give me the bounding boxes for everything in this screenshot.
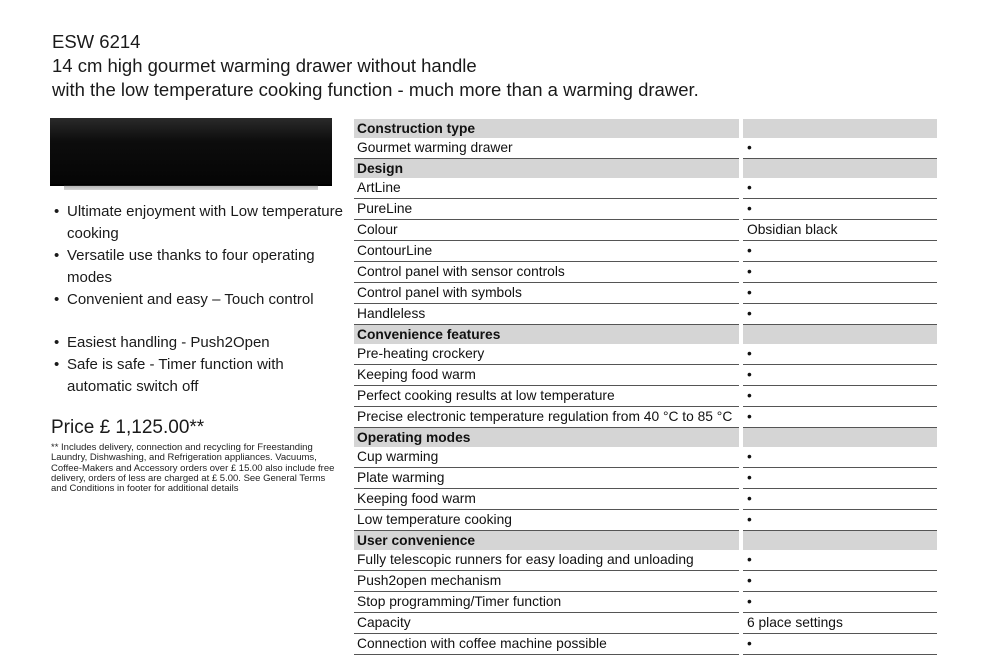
spec-label: Connection with coffee machine possible — [354, 634, 739, 655]
spec-value: • — [743, 386, 937, 407]
spec-value: • — [743, 489, 937, 510]
spec-row — [354, 571, 937, 592]
spec-row — [354, 613, 937, 634]
spec-label: Cup warming — [354, 447, 739, 468]
spec-row — [354, 386, 937, 407]
spec-label: Pre-heating crockery — [354, 344, 739, 365]
spec-value: • — [743, 199, 937, 220]
spec-value: • — [743, 178, 937, 199]
spec-section-label: Operating modes — [354, 428, 739, 447]
price-amount: £ 1,125.00** — [99, 417, 205, 438]
spec-section-label: Construction type — [354, 119, 739, 138]
spec-row — [354, 138, 937, 159]
spec-label: ArtLine — [354, 178, 739, 199]
spec-label: Gourmet warming drawer — [354, 138, 739, 159]
spec-value: • — [743, 592, 937, 613]
feature-item: • Convenient and easy – Touch control — [54, 289, 344, 311]
price-line — [51, 417, 204, 439]
feature-list-primary — [54, 201, 344, 311]
spec-label: Precise electronic temperature regulation from 40 °C to 85 °C — [354, 407, 739, 428]
spec-value: • — [743, 304, 937, 325]
spec-value: • — [743, 365, 937, 386]
spec-value: • — [743, 344, 937, 365]
spec-label: Capacity — [354, 613, 739, 634]
spec-label: Low temperature cooking — [354, 510, 739, 531]
spec-value — [743, 119, 937, 138]
spec-row — [354, 634, 937, 655]
feature-item: • Easiest handling - Push2Open — [54, 332, 344, 354]
spec-label: Handleless — [354, 304, 739, 325]
spec-section-header — [354, 428, 937, 447]
spec-value: • — [743, 138, 937, 159]
spec-row — [354, 283, 937, 304]
spec-row — [354, 344, 937, 365]
spec-value: 6 place settings — [743, 613, 937, 634]
spec-value: • — [743, 468, 937, 489]
warming-drawer-image — [50, 118, 332, 186]
spec-label: Stop programming/Timer function — [354, 592, 739, 613]
spec-section-header — [354, 119, 937, 138]
spec-value: Obsidian black — [743, 220, 937, 241]
spec-label: Colour — [354, 220, 739, 241]
feature-item: • Ultimate enjoyment with Low temperature cooking — [54, 201, 344, 245]
spec-section-label: Convenience features — [354, 325, 739, 344]
price-label: Price — [51, 417, 95, 438]
spec-label: Perfect cooking results at low temperature — [354, 386, 739, 407]
spec-row — [354, 262, 937, 283]
specification-table — [354, 119, 937, 655]
spec-label: Push2open mechanism — [354, 571, 739, 592]
spec-row — [354, 407, 937, 428]
spec-value — [743, 325, 937, 344]
spec-value: • — [743, 262, 937, 283]
spec-row — [354, 592, 937, 613]
spec-value: • — [743, 510, 937, 531]
price-footnote: ** Includes delivery, connection and recycling for Freestanding Laundry, Dishwashing, and Refrigeration appliances. Vacuums, Coffee-Makers and Accessory orders over £ 15.00 also include free delivery, orders of less are charged at £ 5.00. See General Terms and Conditions in footer for additional details — [51, 442, 335, 495]
spec-row — [354, 241, 937, 262]
spec-label: Fully telescopic runners for easy loading and unloading — [354, 550, 739, 571]
feature-item: • Versatile use thanks to four operating modes — [54, 245, 344, 289]
product-title-line1: 14 cm high gourmet warming drawer without handle — [52, 55, 477, 76]
spec-row — [354, 178, 937, 199]
spec-row — [354, 365, 937, 386]
spec-label: Control panel with sensor controls — [354, 262, 739, 283]
spec-label: Plate warming — [354, 468, 739, 489]
spec-value — [743, 531, 937, 550]
spec-value: • — [743, 241, 937, 262]
spec-value — [743, 428, 937, 447]
spec-value: • — [743, 407, 937, 428]
spec-row — [354, 510, 937, 531]
spec-row — [354, 489, 937, 510]
spec-value: • — [743, 634, 937, 655]
spec-row — [354, 550, 937, 571]
spec-section-label: Design — [354, 159, 739, 178]
spec-row — [354, 220, 937, 241]
spec-section-label: User convenience — [354, 531, 739, 550]
spec-value — [743, 159, 937, 178]
spec-value: • — [743, 550, 937, 571]
spec-label: ContourLine — [354, 241, 739, 262]
spec-section-header — [354, 159, 937, 178]
spec-label: Keeping food warm — [354, 365, 739, 386]
product-title-line2: with the low temperature cooking function - much more than a warming drawer. — [52, 79, 699, 100]
spec-label: PureLine — [354, 199, 739, 220]
spec-value: • — [743, 283, 937, 304]
spec-row — [354, 304, 937, 325]
spec-section-header — [354, 325, 937, 344]
spec-row — [354, 468, 937, 489]
spec-row — [354, 199, 937, 220]
spec-row — [354, 447, 937, 468]
feature-item: • Safe is safe - Timer function with automatic switch off — [54, 354, 344, 398]
feature-list-secondary — [54, 332, 344, 398]
product-header — [52, 30, 952, 102]
spec-value: • — [743, 571, 937, 592]
model-number: ESW 6214 — [52, 31, 141, 52]
spec-label: Control panel with symbols — [354, 283, 739, 304]
spec-section-header — [354, 531, 937, 550]
spec-label: Keeping food warm — [354, 489, 739, 510]
spec-value: • — [743, 447, 937, 468]
